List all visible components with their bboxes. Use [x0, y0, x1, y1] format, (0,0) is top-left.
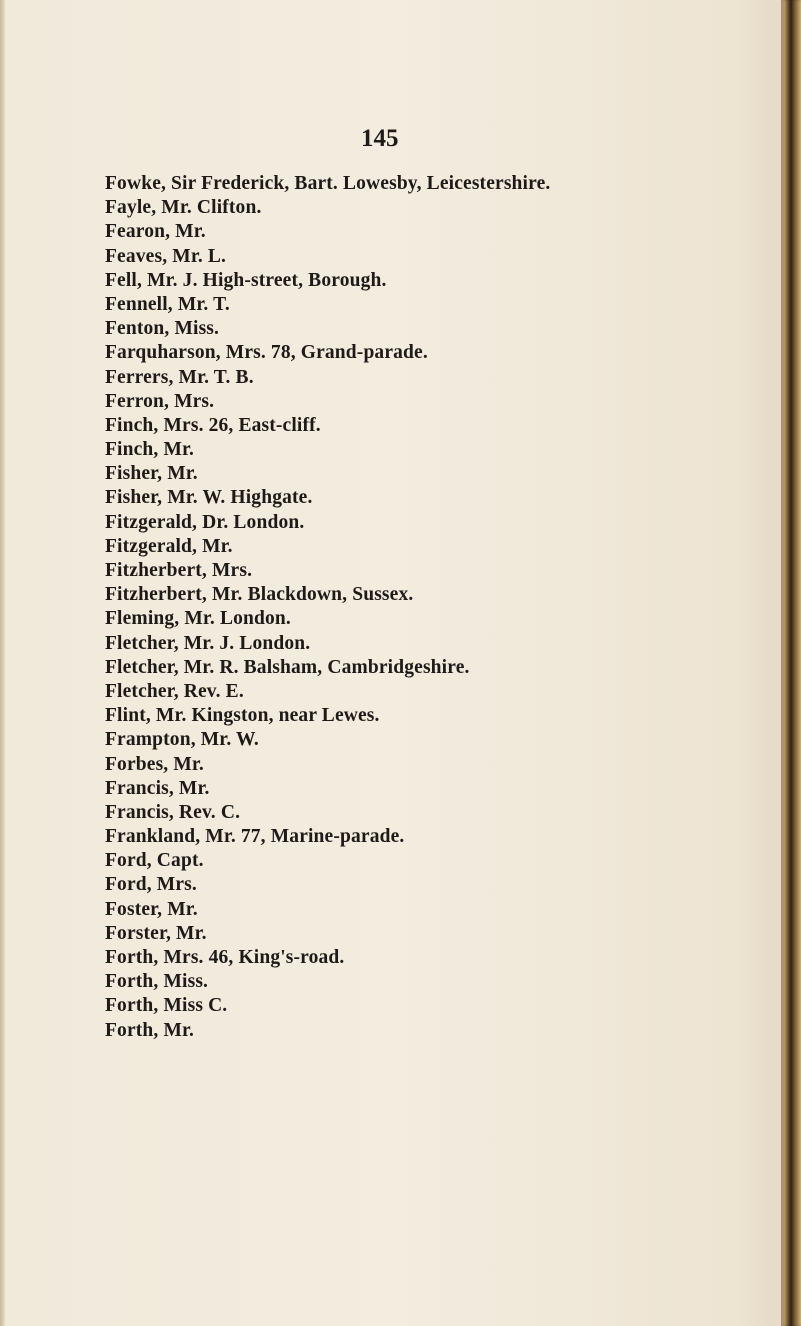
list-item: Fisher, Mr. W. Highgate.	[105, 487, 313, 509]
list-item: Ferrers, Mr. T. B.	[105, 366, 254, 388]
list-item: Flint, Mr. Kingston, near Lewes.	[105, 705, 380, 727]
list-item: Fletcher, Mr. J. London.	[105, 632, 311, 654]
list-item: Farquharson, Mrs. 78, Grand-parade.	[105, 342, 428, 364]
list-item: Ferron, Mrs.	[105, 390, 215, 412]
list-item: Fearon, Mr.	[105, 221, 206, 243]
list-item: Fennell, Mr. T.	[105, 293, 230, 315]
list-item: Fowke, Sir Frederick, Bart. Lowesby, Leicestershire.	[105, 173, 551, 194]
list-item: Frampton, Mr. W.	[105, 729, 259, 751]
list-item: Fenton, Miss.	[105, 318, 220, 340]
list-item: Forth, Mr.	[105, 1019, 195, 1041]
list-item: Finch, Mrs. 26, East-cliff.	[105, 414, 321, 436]
page-number: 145	[361, 125, 399, 152]
list-item: Fitzherbert, Mrs.	[105, 560, 253, 581]
list-item: Forth, Miss.	[105, 971, 209, 993]
name-list	[105, 172, 795, 1043]
page-left-edge	[0, 0, 5, 1326]
list-item: Francis, Rev. C.	[105, 801, 241, 823]
list-item: Feaves, Mr. L.	[105, 245, 227, 267]
list-item: Ford, Capt.	[105, 850, 204, 872]
list-item: Fisher, Mr.	[105, 463, 198, 485]
list-item: Forth, Miss C.	[105, 995, 228, 1017]
list-item: Finch, Mr.	[105, 439, 195, 461]
list-item: Fayle, Mr. Clifton.	[105, 197, 262, 219]
list-item: Fitzgerald, Dr. London.	[105, 511, 305, 533]
list-item: Fitzgerald, Mr.	[105, 535, 233, 557]
list-item: Forth, Mrs. 46, King's-road.	[105, 947, 345, 968]
list-item: Forbes, Mr.	[105, 753, 204, 775]
list-item: Frankland, Mr. 77, Marine-parade.	[105, 826, 405, 848]
list-item: Fleming, Mr. London.	[105, 608, 291, 630]
list-item: Francis, Mr.	[105, 777, 210, 799]
list-item: Fletcher, Rev. E.	[105, 680, 244, 702]
list-item: Foster, Mr.	[105, 898, 198, 920]
list-item: Fell, Mr. J. High-street, Borough.	[105, 269, 387, 291]
list-item: Fitzherbert, Mr. Blackdown, Sussex.	[105, 584, 414, 606]
list-item: Ford, Mrs.	[105, 874, 197, 896]
list-item: Forster, Mr.	[105, 922, 207, 944]
book-binding-edge	[781, 0, 801, 1326]
list-item: Fletcher, Mr. R. Balsham, Cambridgeshire.	[105, 656, 470, 678]
